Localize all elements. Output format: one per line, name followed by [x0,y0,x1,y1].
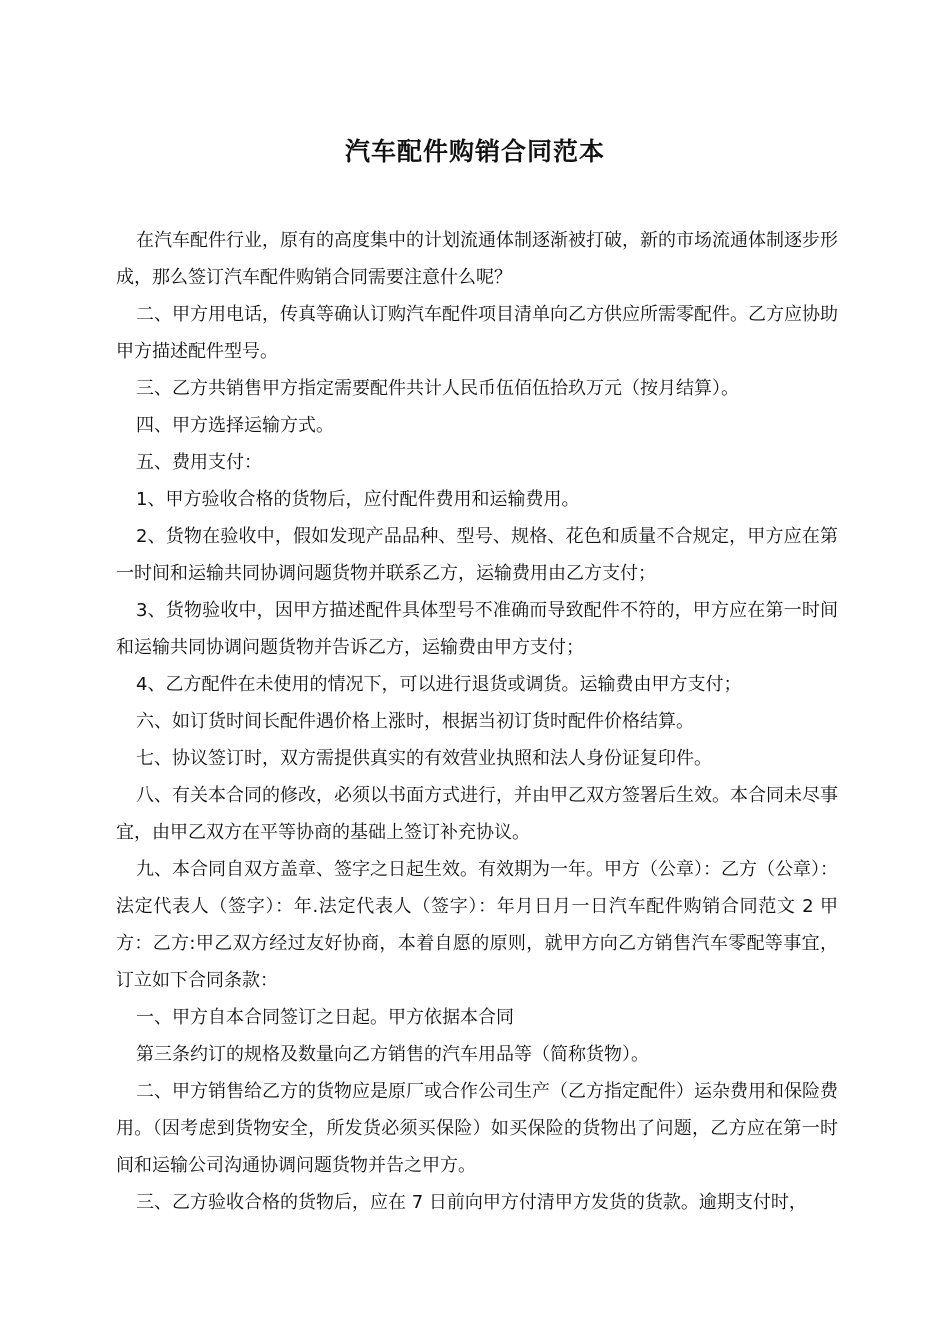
paragraph-item-2: 2、货物在验收中，假如发现产品品种、型号、规格、花色和质量不合规定，甲方应在第一时间和运输共同协调问题货物并联系乙方，运输费用由乙方支付； [116,526,838,584]
paragraph-item-1: 1、甲方验收合格的货物后，应付配件费用和运输费用。 [136,489,580,510]
paragraph-clause-2: 二、甲方用电话，传真等确认订购汽车配件项目清单向乙方供应所需零配件。乙方应协助甲方描述配件型号。 [116,304,838,362]
document-body [116,222,838,1221]
paragraph-contract2-clause-3-ref: 第三条约订的规格及数量向乙方销售的汽车用品等（简称货物）。 [136,1044,649,1065]
paragraph-clause-5: 五、费用支付： [136,452,262,473]
paragraph-clause-9: 九、本合同自双方盖章、签字之日起生效。有效期为一年。甲方（公章）：乙方（公章）：法定代表人（签字）：年.法定代表人（签字）：年月日月一日汽车配件购销合同范文 2 甲方：乙方:甲乙双方经过友好协商，本着自愿的原则，就甲方向乙方销售汽车零配等事宜，订立如下合同条款： [116,859,838,991]
paragraph-clause-4: 四、甲方选择运输方式。 [136,415,334,436]
paragraph-contract2-clause-2: 二、甲方销售给乙方的货物应是原厂或合作公司生产（乙方指定配件）运杂费用和保险费用。（因考虑到货物安全，所发货必须买保险）如买保险的货物出了问题，乙方应在第一时间和运输公司沟通协调问题货物并告之甲方。 [116,1081,838,1176]
document-title: 汽车配件购销合同范本 [344,137,605,166]
paragraph-clause-3: 三、乙方共销售甲方指定需要配件共计人民币伍佰伍拾玖万元（按月结算）。 [136,378,739,399]
paragraph-item-3: 3、货物验收中，因甲方描述配件具体型号不准确而导致配件不符的，甲方应在第一时间和运输共同协调问题货物并告诉乙方，运输费由甲方支付； [116,600,838,658]
paragraph-intro: 在汽车配件行业，原有的高度集中的计划流通体制逐渐被打破，新的市场流通体制逐步形成，那么签订汽车配件购销合同需要注意什么呢？ [116,230,838,288]
paragraph-clause-7: 七、协议签订时，双方需提供真实的有效营业执照和法人身份证复印件。 [136,748,712,769]
paragraph-contract2-clause-3: 三、乙方验收合格的货物后，应在 7 日前向甲方付清甲方发货的货款。逾期支付时， [136,1192,807,1213]
paragraph-clause-8: 八、有关本合同的修改，必须以书面方式进行，并由甲乙双方签署后生效。本合同未尽事宜，由甲乙双方在平等协商的基础上签订补充协议。 [116,785,838,843]
paragraph-item-4: 4、乙方配件在未使用的情况下，可以进行退货或调货。运输费由甲方支付； [136,674,742,695]
paragraph-contract2-clause-1: 一、甲方自本合同签订之日起。甲方依据本合同 [136,1007,514,1028]
paragraph-clause-6: 六、如订货时间长配件遇价格上涨时，根据当初订货时配件价格结算。 [136,711,694,732]
